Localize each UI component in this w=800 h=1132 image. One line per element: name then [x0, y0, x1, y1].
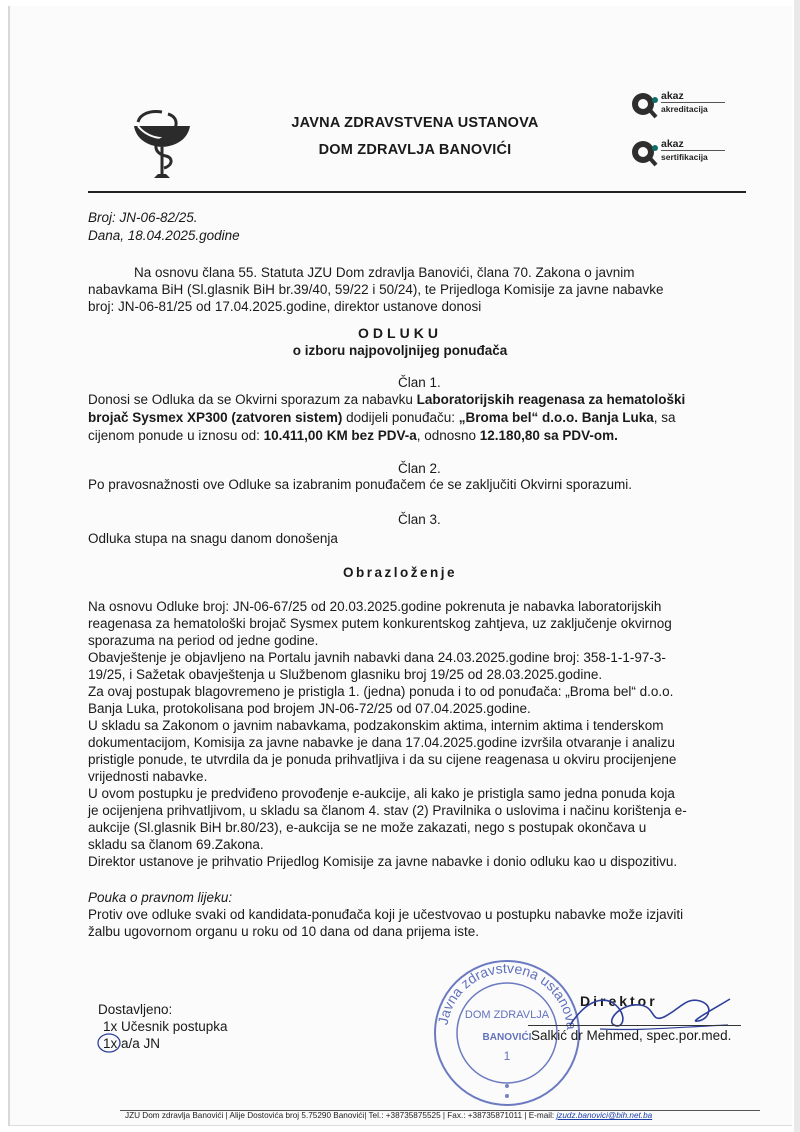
- rationale-line: reagenasa za hematološki brojač Sysmex putem konkurentskog zahtjeva, uz zaključenje okvirnog: [88, 616, 672, 631]
- article-2-text: Po pravosnažnosti ove Odluke sa izabranim ponuđačem će se zaključiti Okvirni sporazumi.: [88, 477, 633, 492]
- article-1-heading: Član 1.: [398, 375, 441, 390]
- document-number: Broj: JN-06-82/25.: [88, 210, 198, 225]
- article-2-heading: Član 2.: [398, 461, 441, 476]
- rationale-line: dokumentacijom, Komisija za javne nabavke je dana 17.04.2025.godine izvršila otvaranje i analizu: [88, 735, 675, 750]
- text-run: , odnosno: [416, 428, 480, 443]
- signature-role: Direktor: [580, 993, 658, 1009]
- handwritten-circle-mark: [96, 1031, 122, 1055]
- signature-line: [528, 1025, 741, 1026]
- product-name: brojač Sysmex XP300 (zatvoren sistem): [88, 410, 343, 425]
- akaz-logo-icon: [630, 139, 658, 167]
- rationale-line: Banja Luka, protokolisana pod brojem JN-06-72/25 od 07.04.2025.godine.: [88, 701, 531, 716]
- akaz-certification-badge: [630, 137, 730, 167]
- rationale-line: U ovom postupku je predviđeno provođenje e-aukcije, ali kako je pristigla samo jedna ponuda koja: [88, 786, 675, 801]
- supplier-name: „Broma bel“ d.o.o. Banja Luka: [458, 410, 654, 425]
- decision-subtitle: o izboru najpovoljnijeg ponuđača: [292, 343, 508, 358]
- rationale-line: U skladu sa Zakonom o javnim nabavkama, podzakonskim aktima, internim aktima i tenderskom: [88, 718, 664, 733]
- rationale-line: je ocijenjena prihvatljivom, u skladu sa članom 4. stav (2) Pravilnika o uslovima i načinu korištenja e-: [88, 803, 687, 818]
- preamble-line: Na osnovu člana 55. Statuta JZU Dom zdravlja Banovići, člana 70. Zakona o javnim: [134, 265, 635, 280]
- document-date: Dana, 18.04.2025.godine: [88, 228, 240, 243]
- legal-remedy-line: žalbu ugovornom organu u roku od 10 dana od dana prijema iste.: [88, 924, 480, 939]
- akaz-name: akaz: [661, 138, 684, 150]
- badge-divider: [661, 150, 725, 151]
- institution-name: DOM ZDRAVLJA BANOVIĆI: [318, 142, 512, 158]
- price-without-vat: 10.411,00 KM bez PDV-a: [263, 428, 417, 443]
- text-run: dodijeli ponuđaču:: [342, 410, 459, 425]
- akaz-subtitle: sertifikacija: [661, 152, 708, 162]
- stamp-inner-text: DOM ZDRAVLJA: [464, 1009, 550, 1021]
- distribution-item: 1x a/a JN: [103, 1036, 161, 1051]
- akaz-accreditation-badge: [630, 89, 730, 119]
- akaz-logo-icon: [630, 91, 658, 119]
- rationale-line: Obavještenje je objavljeno na Portalu javnih nabavki dana 24.03.2025.godine broj: 358-1-1-97-3-: [88, 650, 666, 665]
- header-divider: [88, 191, 746, 193]
- decision-title: ODLUKU: [358, 325, 442, 341]
- rationale-line: skladu sa članom 69.Zakona.: [88, 837, 264, 852]
- article-3-text: Odluka stupa na snagu danom donošenja: [88, 531, 338, 546]
- legal-remedy-heading: Pouka o pravnom lijeku:: [88, 890, 233, 905]
- rationale-line: vrijednosti nabavke.: [88, 769, 208, 784]
- footer-email-link[interactable]: jzudz.banovici@bih.net.ba: [556, 1111, 653, 1120]
- signatory-name: Salkić dr Mehmed, spec.por.med.: [531, 1028, 732, 1043]
- footer-contact: [125, 1111, 652, 1120]
- rationale-line: Na osnovu Odluke broj: JN-06-67/25 od 20.03.2025.godine pokrenuta je nabavka laboratorijskih: [88, 599, 662, 614]
- product-name: Laboratorijskih reagenasa za hematološki: [416, 392, 686, 407]
- text-run: , sa: [653, 410, 676, 425]
- legal-remedy-line: Protiv ove odluke svaki od kandidata-ponuđača koji je učestvovao u postupku nabavke može izjaviti: [88, 907, 684, 922]
- article-1-line: [88, 427, 618, 444]
- preamble-line: nabavkama BiH (Sl.glasnik BiH br.39/40, 59/22 i 50/24), te Prijedloga Komisije za javne nabavke: [88, 282, 664, 297]
- article-3-heading: Član 3.: [398, 512, 441, 527]
- stamp-ring-text: Javna zdravstvena ustanova: [434, 959, 580, 1031]
- scan-edge: [794, 0, 800, 1132]
- text-run: cijenom ponude u iznosu od:: [88, 428, 264, 443]
- rationale-heading: Obrazloženje: [342, 565, 458, 580]
- preamble-line: broj: JN-06-81/25 od 17.04.2025.godine, direktor ustanove donosi: [88, 299, 482, 314]
- rationale-line: pristigle ponude, te utvrdila da je ponuda prihvatljiva i da su cijene reagenasa u okviru procijenjene: [88, 752, 677, 767]
- rationale-line: aukcije (Sl.glasnik BiH br.80/23), e-aukcija se ne može zakazati, nego s postupak okončava u: [88, 820, 647, 835]
- stamp-city: BANOVIĆI: [482, 1032, 532, 1043]
- badge-divider: [661, 102, 725, 103]
- rationale-line: 19/25, i Sažetak obavještenja u Službenom glasniku broj 19/25 od 28.03.2025.godine.: [88, 667, 603, 682]
- bowl-of-hygieia-logo: [128, 104, 196, 184]
- article-1-line: [88, 409, 676, 426]
- akaz-name: akaz: [661, 90, 684, 102]
- rationale-line: Direktor ustanove je prihvatio Prijedlog Komisije za javne nabavke i donio odluku kao u dispozitivu.: [88, 854, 678, 869]
- akaz-subtitle: akreditacija: [661, 104, 708, 114]
- distribution-heading: Dostavljeno:: [98, 1002, 173, 1017]
- rationale-line: sporazuma na period od jedne godine.: [88, 633, 319, 648]
- footer-text: JZU Dom zdravlja Banovići | Alije Dostovića broj 5.75290 Banovići| Tel.: +38735875525 | Fax.: +38735871011 | E-mail:: [125, 1111, 557, 1120]
- text-run: Donosi se Odluka da se Okvirni sporazum za nabavku: [88, 392, 417, 407]
- article-1-line: [88, 391, 685, 408]
- rationale-line: Za ovaj postupak blagovremeno je pristigla 1. (jedna) ponuda i to od ponuđača: „Broma bel“ d.o.o.: [88, 684, 674, 699]
- distribution-item: 1x Učesnik postupka: [103, 1019, 228, 1034]
- stamp-number: 1: [503, 1049, 511, 1063]
- price-with-vat: 12.180,80 sa PDV-om.: [479, 428, 618, 443]
- institution-type: JAVNA ZDRAVSTVENA USTANOVA: [291, 115, 539, 131]
